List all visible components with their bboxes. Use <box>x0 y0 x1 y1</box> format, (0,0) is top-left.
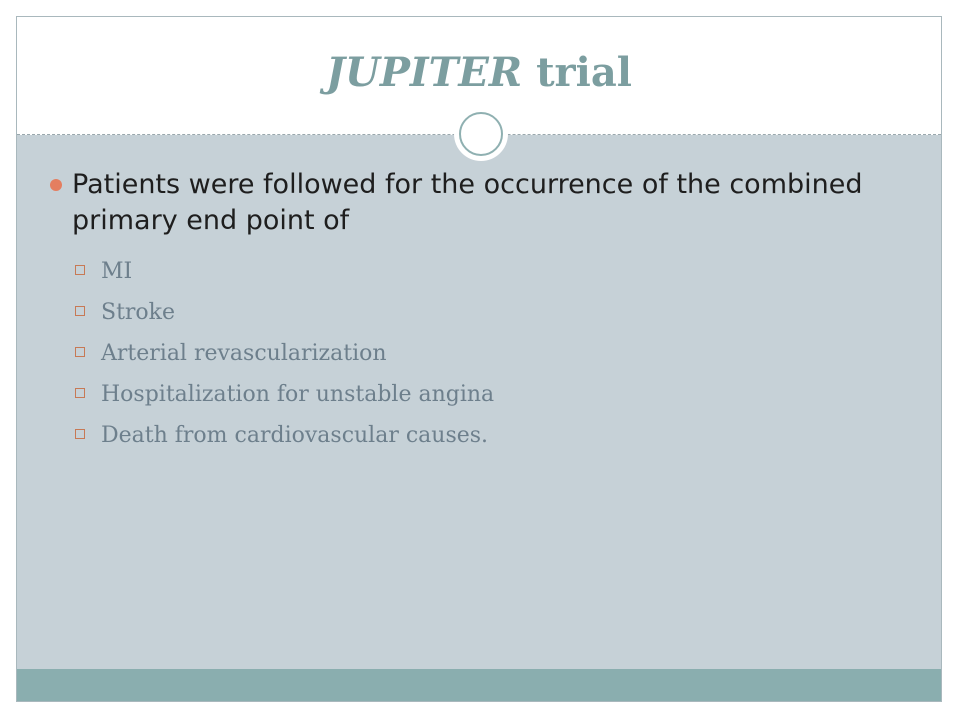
hollow-square-bullet-icon <box>75 306 85 316</box>
title-italic: JUPITER <box>326 49 523 96</box>
title-rest: trial <box>522 49 632 96</box>
filled-circle-bullet-icon <box>50 179 62 191</box>
sub-bullet-text: Stroke <box>101 300 176 325</box>
ring-inner <box>459 112 503 156</box>
main-bullet <box>72 167 872 239</box>
sub-bullet-item <box>101 292 941 333</box>
content-area <box>17 167 941 456</box>
footer-bar <box>17 669 941 701</box>
ring-ornament-icon <box>454 107 508 161</box>
sub-bullet-text: MI <box>101 259 133 284</box>
sub-bullet-text: Death from cardiovascular causes. <box>101 423 489 448</box>
sub-bullet-text: Hospitalization for unstable angina <box>101 382 495 407</box>
main-bullet-text: Patients were followed for the occurrence of the combined primary end point of <box>72 169 863 236</box>
sub-bullet-item <box>101 415 941 456</box>
hollow-square-bullet-icon <box>75 429 85 439</box>
slide-title <box>17 49 941 96</box>
slide <box>16 16 942 702</box>
hollow-square-bullet-icon <box>75 265 85 275</box>
sub-bullet-text: Arterial revascularization <box>101 341 387 366</box>
hollow-square-bullet-icon <box>75 388 85 398</box>
sub-bullet-list <box>17 251 941 456</box>
hollow-square-bullet-icon <box>75 347 85 357</box>
sub-bullet-item <box>101 251 941 292</box>
sub-bullet-item <box>101 333 941 374</box>
sub-bullet-item <box>101 374 941 415</box>
